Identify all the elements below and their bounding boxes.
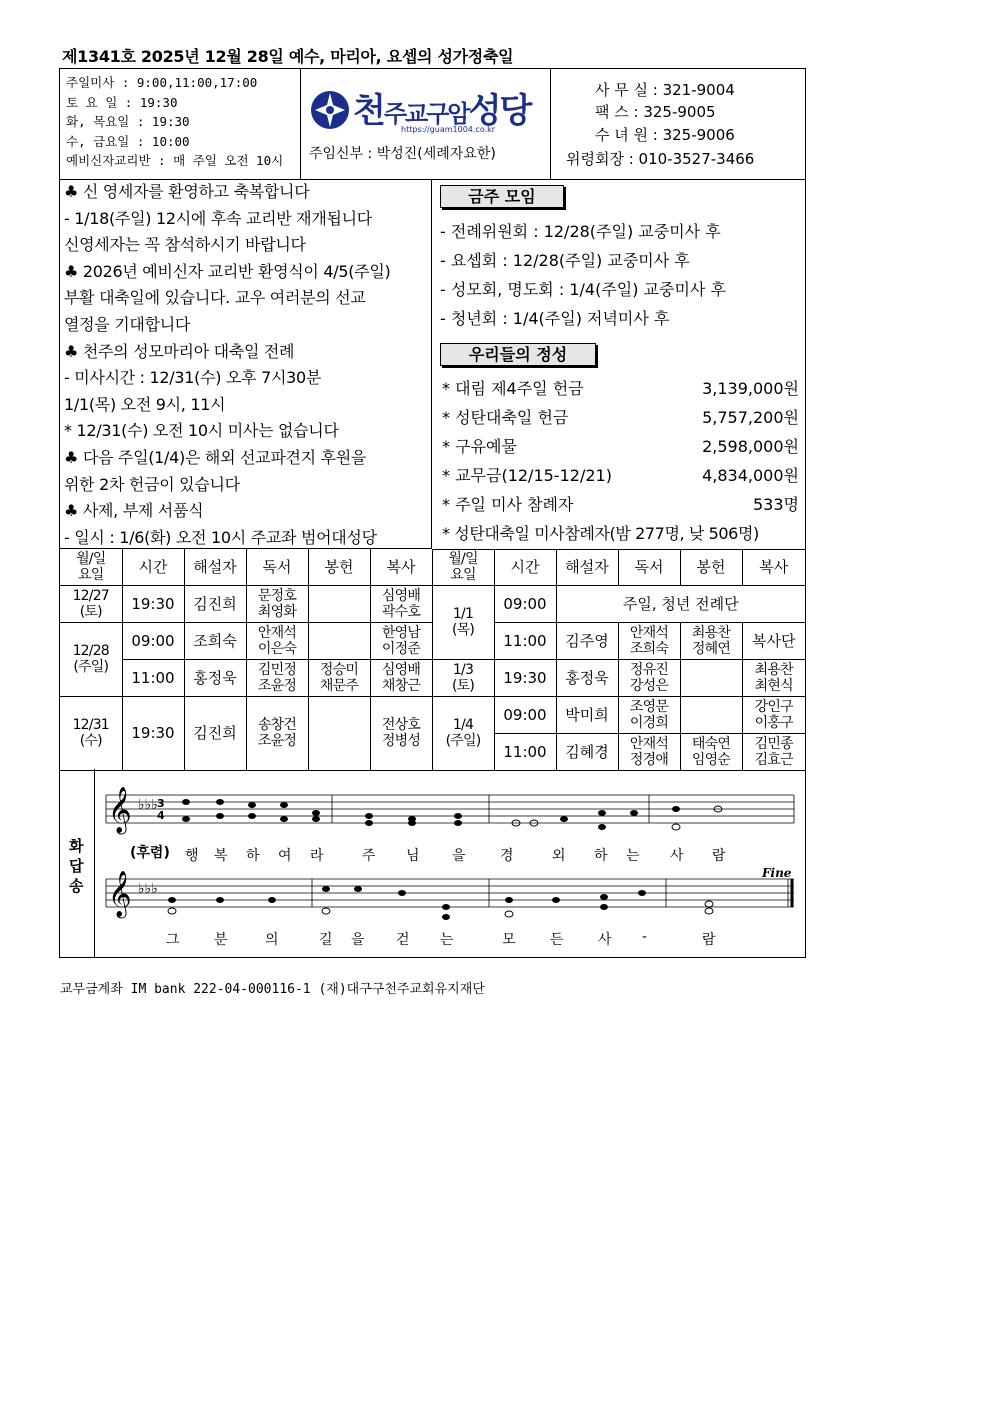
cell-reader: 안재석 조희숙 bbox=[618, 622, 680, 659]
cell-commentator: 김진희 bbox=[184, 696, 246, 770]
cell-offering bbox=[680, 659, 742, 696]
announcement-line: 열정을 기대합니다 bbox=[64, 314, 191, 334]
table-header-row bbox=[60, 549, 805, 585]
header-reader: 독서 bbox=[246, 549, 308, 585]
cell-time: 19:30 bbox=[494, 659, 556, 696]
contact-convent: 수 녀 원 : 325-9006 bbox=[595, 126, 735, 144]
cell-offering bbox=[680, 696, 742, 733]
header-commentator: 해설자 bbox=[184, 549, 246, 585]
announcement-line: 위한 2차 헌금이 있습니다 bbox=[64, 474, 240, 494]
contact-fax: 팩 스 : 325-9005 bbox=[595, 103, 716, 121]
church-emblem-icon bbox=[309, 89, 351, 131]
lyric-syllable: 사 bbox=[598, 932, 612, 948]
header-date: 월/일 요일 bbox=[60, 549, 122, 585]
bulletin-frame bbox=[59, 68, 806, 958]
announcement-line: ♣ 천주의 성모마리아 대축일 전례 bbox=[64, 341, 295, 361]
time-signature: 3 bbox=[157, 797, 165, 810]
mass-time-line: 수, 금요일 : 10:00 bbox=[66, 133, 190, 149]
refrain-label: (후렴) bbox=[130, 845, 170, 861]
lyric-syllable: 걷 bbox=[396, 932, 410, 948]
cell-server: 복사단 bbox=[742, 622, 805, 659]
header bbox=[60, 69, 805, 180]
cell-commentator: 홍정욱 bbox=[556, 659, 618, 696]
cell-server: 한영남 이정준 bbox=[370, 622, 432, 659]
announcement-line: * 12/31(수) 오전 10시 미사는 없습니다 bbox=[64, 421, 339, 441]
announcement-line: - 일시 : 1/6(화) 오전 10시 주교좌 범어대성당 bbox=[64, 527, 377, 547]
cell-date: 1/1 (목) bbox=[432, 585, 494, 659]
lyric-syllable: 외 bbox=[552, 848, 566, 864]
lyric-syllable: 복 bbox=[214, 848, 228, 864]
cell-commentator: 김주영 bbox=[556, 622, 618, 659]
cell-reader: 김민정 조윤정 bbox=[246, 659, 308, 696]
cell-date: 1/3 (토) bbox=[432, 659, 494, 696]
offerings-label: 우리들의 정성 bbox=[440, 343, 596, 366]
announcements bbox=[60, 179, 432, 549]
pastor-name: 주임신부 : 박성진(세례자요한) bbox=[309, 146, 496, 162]
cell-commentator: 김혜경 bbox=[556, 733, 618, 770]
staff-2-notes bbox=[168, 886, 713, 920]
announcement-line: 1/1(목) 오전 9시, 11시 bbox=[64, 394, 226, 414]
lyric-syllable: 님 bbox=[406, 848, 420, 864]
contacts bbox=[550, 69, 805, 179]
lyric-syllable: 든 bbox=[550, 932, 564, 948]
church-name-part: 성당 bbox=[468, 91, 531, 131]
offering-amount: 533명 bbox=[753, 495, 799, 514]
staff-1-notes bbox=[182, 799, 722, 830]
lyric-syllable: 행 bbox=[185, 848, 199, 864]
cell-commentator: 박미희 bbox=[556, 696, 618, 733]
cell-time: 09:00 bbox=[122, 622, 184, 659]
psalm-label-char: 화 bbox=[69, 837, 84, 855]
mass-time-line: 주일미사 : 9:00,11:00,17:00 bbox=[66, 75, 258, 90]
cell-time: 11:00 bbox=[122, 659, 184, 696]
announcement-line: 신영세자는 꼭 참석하시기 바랍니다 bbox=[64, 235, 306, 255]
cell-date: 12/28 (주일) bbox=[60, 622, 122, 696]
header-reader: 독서 bbox=[618, 549, 680, 585]
contact-office: 사 무 실 : 321-9004 bbox=[595, 81, 735, 99]
offering-name: * 대림 제4주일 헌금 bbox=[442, 379, 584, 398]
header-server: 복사 bbox=[742, 549, 805, 585]
bulletin-title: 제1341호 2025년 12월 28일 예수, 마리아, 요셉의 성가정축일 bbox=[62, 47, 514, 66]
meeting-item: - 성모회, 명도회 : 1/4(주일) 교중미사 후 bbox=[440, 280, 726, 299]
lyric-syllable: 분 bbox=[214, 932, 228, 948]
announcement-line: - 미사시간 : 12/31(수) 오후 7시30분 bbox=[64, 368, 322, 388]
cell-offering: 태숙연 임영순 bbox=[680, 733, 742, 770]
church-name-part: 구암 bbox=[426, 100, 469, 128]
header-time: 시간 bbox=[122, 549, 184, 585]
lyric-syllable: 하 bbox=[246, 848, 260, 864]
announcement-line: 부활 대축일에 있습니다. 교우 여러분의 선교 bbox=[64, 288, 366, 308]
cell-offering: 최용찬 정혜연 bbox=[680, 622, 742, 659]
cell-offering bbox=[308, 585, 370, 622]
cell-date: 12/31 (수) bbox=[60, 696, 122, 770]
cell-offering bbox=[308, 696, 370, 770]
lyric-syllable: 는 bbox=[626, 848, 640, 864]
cell-offering: 정승미 채문주 bbox=[308, 659, 370, 696]
meeting-item: - 전례위원회 : 12/28(주일) 교중미사 후 bbox=[440, 222, 721, 241]
cell-time: 09:00 bbox=[494, 585, 556, 622]
offering-amount: 4,834,000원 bbox=[702, 466, 799, 485]
church-url: https://guam1004.co.kr bbox=[401, 125, 496, 134]
cell-server: 최용찬 최현식 bbox=[742, 659, 805, 696]
lyric-syllable: 사 bbox=[670, 848, 684, 864]
cell-reader: 조영문 이경희 bbox=[618, 696, 680, 733]
church-logo bbox=[309, 87, 545, 133]
offering-name: * 구유예물 bbox=[442, 437, 517, 456]
lyric-syllable: 람 bbox=[702, 932, 716, 948]
cell-reader: 안재석 이은숙 bbox=[246, 622, 308, 659]
announcement-line: ♣ 신 영세자를 환영하고 축복합니다 bbox=[64, 182, 310, 201]
header-offering: 봉헌 bbox=[680, 549, 742, 585]
attendance-note: * 성탄대축일 미사참례자(밤 277명, 낮 506명) bbox=[442, 524, 759, 543]
lyric-syllable: 여 bbox=[278, 848, 292, 864]
lyric-syllable: 을 bbox=[351, 932, 365, 948]
offering-amount: 5,757,200원 bbox=[702, 408, 799, 427]
cell-server: 전상호 정병성 bbox=[370, 696, 432, 770]
mass-times bbox=[60, 69, 301, 179]
cell-commentator: 홍정욱 bbox=[184, 659, 246, 696]
cell-time: 11:00 bbox=[494, 733, 556, 770]
cell-time: 09:00 bbox=[494, 696, 556, 733]
flat-icon: ♭♭♭ bbox=[138, 797, 158, 813]
offering-name: * 성탄대축일 헌금 bbox=[442, 408, 569, 427]
lyric-syllable: 길 bbox=[319, 932, 333, 948]
flat-icon: ♭♭♭ bbox=[138, 881, 158, 897]
header-commentator: 해설자 bbox=[556, 549, 618, 585]
lyric-syllable: 을 bbox=[452, 848, 466, 864]
announcement-line: ♣ 다음 주일(1/4)은 해외 선교파견지 후원을 bbox=[64, 447, 367, 467]
psalm-label-char: 답 bbox=[69, 857, 84, 875]
cell-server: 강인구 이홍구 bbox=[742, 696, 805, 733]
meeting-item: - 요셉회 : 12/28(주일) 교중미사 후 bbox=[440, 251, 690, 270]
header-offering: 봉헌 bbox=[308, 549, 370, 585]
cell-commentator: 조희숙 bbox=[184, 622, 246, 659]
lyric-syllable: 람 bbox=[712, 848, 726, 864]
cell-reader: 정유진 강성은 bbox=[618, 659, 680, 696]
psalm-label-char: 송 bbox=[69, 877, 84, 895]
offering-amount: 2,598,000원 bbox=[702, 437, 799, 456]
responsorial-psalm bbox=[60, 769, 805, 957]
treble-clef-icon: 𝄞 bbox=[108, 787, 132, 833]
cell-server: 심영배 채창근 bbox=[370, 659, 432, 696]
announcement-line: ♣ 2026년 예비신자 교리반 환영식이 4/5(주일) bbox=[64, 261, 391, 281]
cell-server: 김민종 김효근 bbox=[742, 733, 805, 770]
table-row bbox=[60, 659, 805, 696]
psalm-label bbox=[60, 769, 95, 957]
contact-funeral: 위령회장 : 010-3527-3466 bbox=[566, 150, 755, 168]
treble-clef-icon: 𝄞 bbox=[108, 871, 132, 917]
header-time: 시간 bbox=[494, 549, 556, 585]
cell-time: 19:30 bbox=[122, 696, 184, 770]
lyric-syllable: 의 bbox=[265, 932, 279, 948]
mass-time-line: 토 요 일 : 19:30 bbox=[66, 94, 178, 110]
cell-commentator: 김진희 bbox=[184, 585, 246, 622]
header-server: 복사 bbox=[370, 549, 432, 585]
cell-date: 12/27 (토) bbox=[60, 585, 122, 622]
announcement-line: ♣ 사제, 부제 서품식 bbox=[64, 501, 204, 521]
cell-server: 심영배 곽수호 bbox=[370, 585, 432, 622]
mass-time-line: 예비신자교리반 : 매 주일 오전 10시 bbox=[66, 153, 284, 168]
church-name-part: 주교 bbox=[383, 100, 427, 128]
time-signature: 4 bbox=[157, 809, 165, 822]
table-row bbox=[60, 696, 805, 733]
cell-offering bbox=[308, 622, 370, 659]
cell-reader: 안재석 정경애 bbox=[618, 733, 680, 770]
lyric-syllable: 는 bbox=[440, 932, 454, 948]
lyric-syllable: 모 bbox=[502, 932, 516, 948]
mass-time-line: 화, 목요일 : 19:30 bbox=[66, 114, 190, 129]
lyric-syllable: 라 bbox=[310, 848, 324, 864]
church-name-part: 천 bbox=[353, 91, 384, 131]
announcement-line: - 1/18(주일) 12시에 후속 교리반 재개됩니다 bbox=[64, 208, 372, 228]
lyric-syllable: 주 bbox=[362, 848, 376, 864]
cell-reader: 문정호 최영화 bbox=[246, 585, 308, 622]
lyric-syllable: 하 bbox=[594, 848, 608, 864]
right-column bbox=[432, 179, 805, 550]
cell-reader: 송창건 조윤정 bbox=[246, 696, 308, 770]
lyric-syllable: - bbox=[642, 929, 648, 945]
liturgy-schedule-table bbox=[60, 549, 805, 771]
lyric-syllable: 그 bbox=[166, 932, 180, 948]
cell-time: 19:30 bbox=[122, 585, 184, 622]
cell-time: 11:00 bbox=[494, 622, 556, 659]
table-row bbox=[60, 585, 805, 622]
cell-merged-team: 주일, 청년 전례단 bbox=[556, 585, 805, 622]
offering-name: * 교무금(12/15-12/21) bbox=[442, 466, 612, 485]
offering-name: * 주일 미사 참례자 bbox=[442, 495, 574, 514]
meetings-label: 금주 모임 bbox=[440, 185, 564, 208]
offering-amount: 3,139,000원 bbox=[702, 379, 799, 398]
fine-marking: Fine bbox=[762, 866, 792, 880]
church-logo-block bbox=[301, 69, 551, 179]
cell-date: 1/4 (주일) bbox=[432, 696, 494, 770]
staff-1 bbox=[106, 795, 794, 823]
header-date: 월/일 요일 bbox=[432, 549, 494, 585]
lyric-syllable: 경 bbox=[500, 848, 514, 864]
footer-account-info: 교무금계좌 IM bank 222-04-000116-1 (재)대구구천주교회유지재단 bbox=[60, 982, 485, 997]
staff-2 bbox=[106, 879, 794, 907]
meeting-item: - 청년회 : 1/4(주일) 저녁미사 후 bbox=[440, 309, 670, 328]
